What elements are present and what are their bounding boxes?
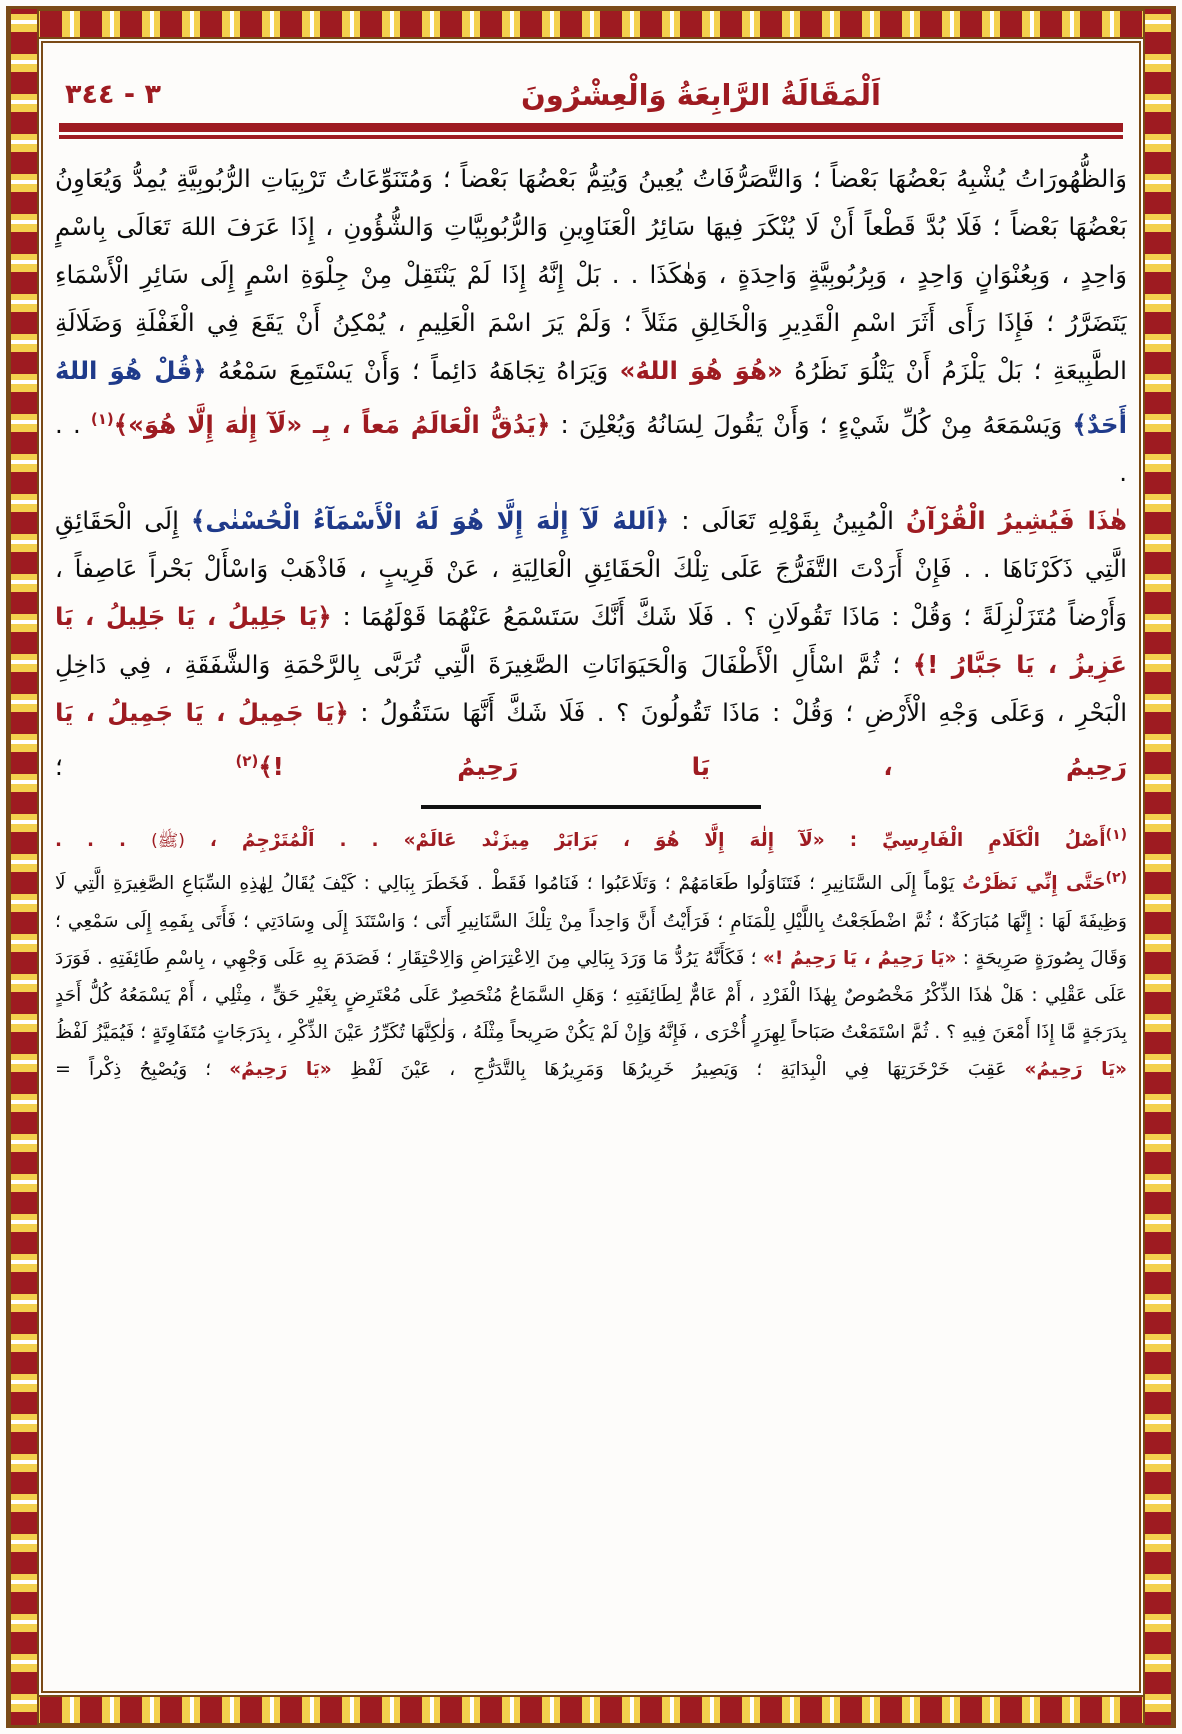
header-rule-thick [59,123,1123,132]
page-header [55,52,1127,114]
paragraph-2 [55,497,1127,791]
ornamental-border-top [9,9,1173,39]
footnote-separator [421,805,761,809]
footnote-2-text-1: يَوْماً إِلَى السَّنَانِيرِ ؛ فَتَنَاوَلُوا طَعَامَهُمْ ؛ وَتَلَاعَبُوا ؛ فَنَامُوا فَقَطْ . فَخَطَرَ بِبَالِي : كَيْفَ يُقَالُ لِهٰذِهِ السِّبَاعِ الصَّغِيرَةِ الَّتِي لَا وَظِيفَةَ لَهَا : إِنَّهَا مُبَارَكَةٌ ؛ ثُمَّ اضْطَجَعْتُ بِاللَّيْلِ لِلْمَنَامِ ؛ فَرَأَيْتُ أَنَّ وَاحِداً مِنْ تِلْكَ السَّنَانِيرِ أَتَى ؛ وَاسْتَنَدَ إِلَى وِسَادَتِي ؛ فَأَتَى بِفَمِهِ إِلَى سَمْعِي ؛ وَقَالَ بِصُورَةٍ صَرِيحَةٍ : [55,873,1127,969]
p1-red-2: ﴿يَدُقُّ الْعَالَمُ مَعاً ، بِـ «لَآ إِلٰهَ إِلَّا هُوَ»﴾ [113,410,551,440]
p1-seg2: وَيَرَاهُ تِجَاهَهُ دَائِماً ؛ وَأَنْ يَسْتَمِعَ سَمْعُهُ [206,356,620,385]
footnote-1-marker: (١) [1105,827,1127,844]
footnote-marker-2[interactable]: (٢) [235,752,259,771]
footnote-1-text: أَصْلُ الْكَلَامِ الْفَارِسِيِّ : «لَآ إِلٰهَ إِلَّا هُوَ ، بَرَابَرْ مِيزَنْد عَالَمْ» . . اَلْمُتَرْجِمُ ، [184,830,1106,852]
p1-seg3: وَيَسْمَعَهُ مِنْ كُلِّ شَيْءٍ ؛ وَأَنْ يَقُولَ لِسَانُهُ وَيُعْلِنَ : [550,410,1073,440]
p2-quran-1: ﴿اَللهُ لَآ إِلٰهَ إِلَّا هُوَ لَهُ الْأَسْمَآءُ الْحُسْنٰى﴾ [190,506,670,536]
p2-red-2: ﴿يَا جَمِيلُ ، يَا جَمِيلُ ، يَا رَحِيمُ ، يَا رَحِيمُ !﴾ [55,698,1127,782]
paragraph-1 [55,155,1127,497]
footnote-continuation-mark: = [55,1057,71,1080]
footnote-2-marker: (٢) [1105,870,1127,887]
footnote-2-red-2: «يَا رَحِيمُ» [1024,1058,1127,1080]
footnote-1-honorific: (ﷺ) [151,831,185,852]
footnote-2-text-3: عَقِبَ خَرْخَرَتِهَا فِي الْبِدَايَةِ ؛ وَيَصِيرُ خَرِيرُهَا وَمَرِيرُهَا بِالتَّدَرُّجِ ، عَيْنَ لَفْظِ [331,1058,1025,1080]
footnote-2-text-2: ؛ فَكَأَنَّهُ يَرُدُّ مَا وَرَدَ بِبَالِي مِنَ الِاعْتِرَاضِ وَالِاحْتِقَارِ ؛ فَصَدَمَ بِهِ عَلَى وَجْهِي ، بِاسْمِ طَائِفَتِهِ . فَوَرَدَ عَلَى عَقْلِي : هَلْ هٰذَا الذِّكْرُ مَخْصُوصٌ بِهٰذَا الْفَرْدِ ، أَمْ عَامٌّ لِطَائِفَتِهِ ؛ وَهَلِ السَّمَاعُ مُنْحَصِرٌ عَلَى مُعْتَرِضٍ بِغَيْرِ حَقٍّ ، مِثْلِي ، أَمْ يَسْمَعُهُ كُلُّ أَحَدٍ بِدَرَجَةٍ مَّا إِذَا أَمْعَنَ فِيهِ ؟ . ثُمَّ اسْتَمَعْتُ صَبَاحاً لِهِرَرٍ أُخْرَى ، فَإِنَّهُ وَإِنْ لَمْ يَكُنْ صَرِيحاً مِثْلَهُ ، وَلٰكِنَّهَا تُكَرِّرُ عَيْنَ الذِّكْرِ ، بِدَرَجَاتٍ مُتَفَاوِتَةٍ ؛ فَيُمَيَّزُ لَفْظُ [55,947,1127,1043]
p2-seg2: إِلَى الْحَقَائِقِ الَّتِي ذَكَرْنَاهَا . . فَإِنْ أَرَدْتَ التَّفَرُّجَ عَلَى تِلْكَ الْحَقَائِقِ الْعَالِيَةِ ، عَنْ قَرِيبٍ ، فَاذْهَبْ وَاسْأَلْ بَحْراً عَاصِفاً ، وَأَرْضاً مُتَزَلْزِلَةً ؛ وَقُلْ : مَاذَا تَقُولَانِ ؟ . فَلَا شَكَّ أَنَّكَ سَتَسْمَعُ عَنْهُمَا قَوْلَهُمَا : [55,506,1127,632]
footnote-2-red-lead: حَتَّى إِنِّي نَظَرْتُ [962,873,1106,895]
ornamental-border-bottom [9,1695,1173,1725]
p2-seg4: ؛ [55,752,236,782]
footnote-1-tail: . . . [55,830,152,852]
footnote-1 [55,817,1127,860]
p1-seg1: وَالظُّهُورَاتُ يُشْبِهُ بَعْضُهَا بَعْضاً ؛ وَالتَّصَرُّفَاتُ يُعِينُ وَيُتِمُّ بَعْضُهَا بَعْضاً ؛ وَمُتَنَوِّعَاتُ تَرْبِيَاتِ الرُّبُوبِيَّةِ يُمِدُّ وَيُعَاوِنُ بَعْضُهَا بَعْضاً ؛ فَلَا بُدَّ قَطْعاً أَنْ لَا يُنْكَرَ فِيهَا سَائِرُ الْعَنَاوِينِ وَالرُّبُوبِيَّاتِ وَالشُّؤُونِ ، إِذَا عَرَفَ اللهَ تَعَالَى بِاسْمٍ وَاحِدٍ ، وَبِعُنْوَانٍ وَاحِدٍ ، وَبِرُبُوبِيَّةٍ وَاحِدَةٍ ، وَهٰكَذَا . . بَلْ إِنَّهُ إِذَا لَمْ يَنْتَقِلْ مِنْ جِلْوَةِ اسْمٍ إِلَى سَائِرِ الْأَسْمَاءِ يَتَضَرَّرُ ؛ فَإِذَا رَأَى أَثَرَ اسْمِ الْقَدِيرِ وَالْخَالِقِ مَثَلاً ؛ وَلَمْ يَرَ اسْمَ الْعَلِيمِ ، يُمْكِنُ أَنْ يَقَعَ فِي الْغَفْلَةِ وَضَلَالَةِ الطَّبِيعَةِ ؛ بَلْ يَلْزَمُ أَنْ يَتْلُوَ نَظَرُهُ [55,164,1127,385]
footnote-marker-1[interactable]: (١) [90,410,114,428]
p2-seg1: الْمُبِينُ بِقَوْلِهِ تَعَالَى : [669,506,906,536]
page-number: ٣ - ٣٤٤ [65,79,161,110]
p2-red-1: ﴿يَا جَلِيلُ ، يَا جَلِيلُ ، يَا عَزِيزُ ، يَا جَبَّارُ !﴾ [55,602,1127,680]
footnote-2-red-3: «يَا رَحِيمُ» [229,1058,332,1080]
body-text [55,155,1127,791]
p2-red-lead: هٰذَا فَيُشِيرُ الْقُرْآنُ [905,506,1127,536]
footnote-2-text-4: ؛ وَيُصْبِحُ ذِكْراً [70,1058,230,1080]
ornamental-border-left [9,9,39,1725]
footnote-separator-wrap [55,805,1127,809]
page-content [55,52,1127,1682]
footnotes [55,817,1127,1087]
p1-seg4: . . . [55,410,1127,488]
p1-quran-1: ﴿قُلْ هُوَ اللهُ أَحَدٌ﴾ [55,356,1127,440]
p2-seg3: ؛ ثُمَّ اسْأَلِ الْأَطْفَالَ وَالْحَيَوَانَاتِ الصَّغِيرَةَ الَّتِي تُرَبَّى بِالرَّحْمَةِ وَالشَّفَقَةِ ، فِي دَاخِلِ الْبَحْرِ ، وَعَلَى وَجْهِ الْأَرْضِ ؛ وَقُلْ : مَاذَا تَقُولُونَ ؟ . فَلَا شَكَّ أَنَّهَا سَتَقُولُ : [55,650,1127,728]
p1-red-1: «هُوَ هُوَ اللهُ» [619,356,783,385]
ornamental-border-right [1143,9,1173,1725]
chapter-title: اَلْمَقَالَةُ الرَّابِعَةُ وَالْعِشْرُونَ [521,78,881,112]
footnote-2 [55,860,1127,1087]
header-rule-thin [59,135,1123,139]
footnote-2-red-1: «يَا رَحِيمُ ، يَا رَحِيمُ !» [762,947,957,969]
